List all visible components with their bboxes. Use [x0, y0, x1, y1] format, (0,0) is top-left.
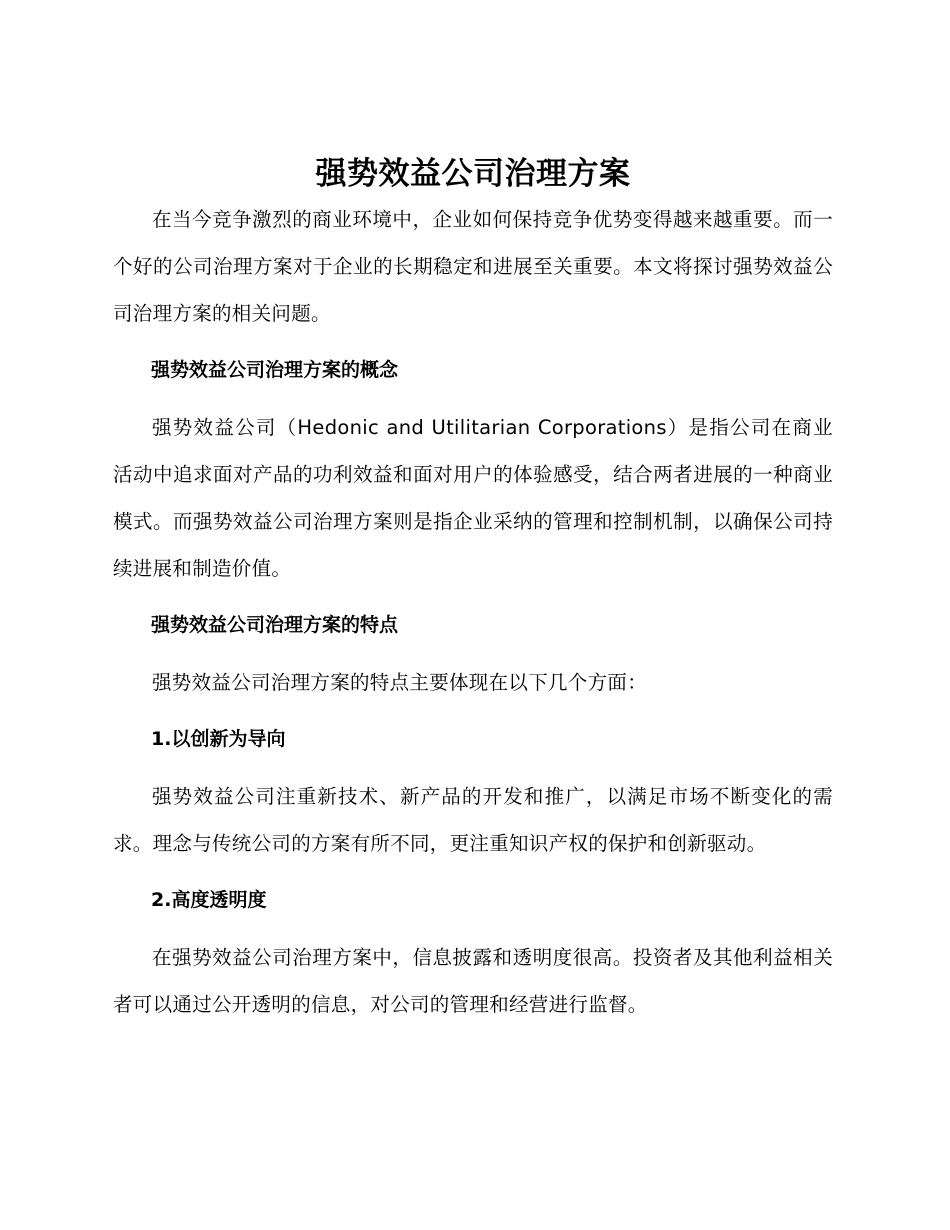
- intro-paragraph: 在当今竞争激烈的商业环境中，企业如何保持竞争优势变得越来越重要。而一个好的公司治理方案对于企业的长期稳定和进展至关重要。本文将探讨强势效益公司治理方案的相关问题。: [113, 208, 833, 325]
- section-heading-features: 强势效益公司治理方案的特点: [151, 614, 399, 636]
- transparency-paragraph: 在强势效益公司治理方案中，信息披露和透明度很高。投资者及其他利益相关者可以通过公开透明的信息，对公司的管理和经营进行监督。: [113, 946, 833, 1016]
- features-paragraph: 强势效益公司治理方案的特点主要体现在以下几个方面：: [152, 671, 648, 694]
- point-heading-innovation: 1.以创新为导向: [151, 728, 286, 750]
- point-heading-transparency: 2.高度透明度: [151, 889, 267, 911]
- document-body: [113, 152, 833, 1028]
- innovation-paragraph: 强势效益公司注重新技术、新产品的开发和推广，以满足市场不断变化的需求。理念与传统公司的方案有所不同，更注重知识产权的保护和创新驱动。: [113, 785, 833, 855]
- document-title: 强势效益公司治理方案: [315, 156, 631, 192]
- concept-paragraph: 强势效益公司（Hedonic and Utilitarian Corporations）是指公司在商业活动中追求面对产品的功利效益和面对用户的体验感受，结合两者进展的一种商业模式。而强势效益公司治理方案则是指企业采纳的管理和控制机制，以确保公司持续进展和制造价值。: [113, 416, 833, 580]
- section-heading-concept: 强势效益公司治理方案的概念: [151, 359, 399, 381]
